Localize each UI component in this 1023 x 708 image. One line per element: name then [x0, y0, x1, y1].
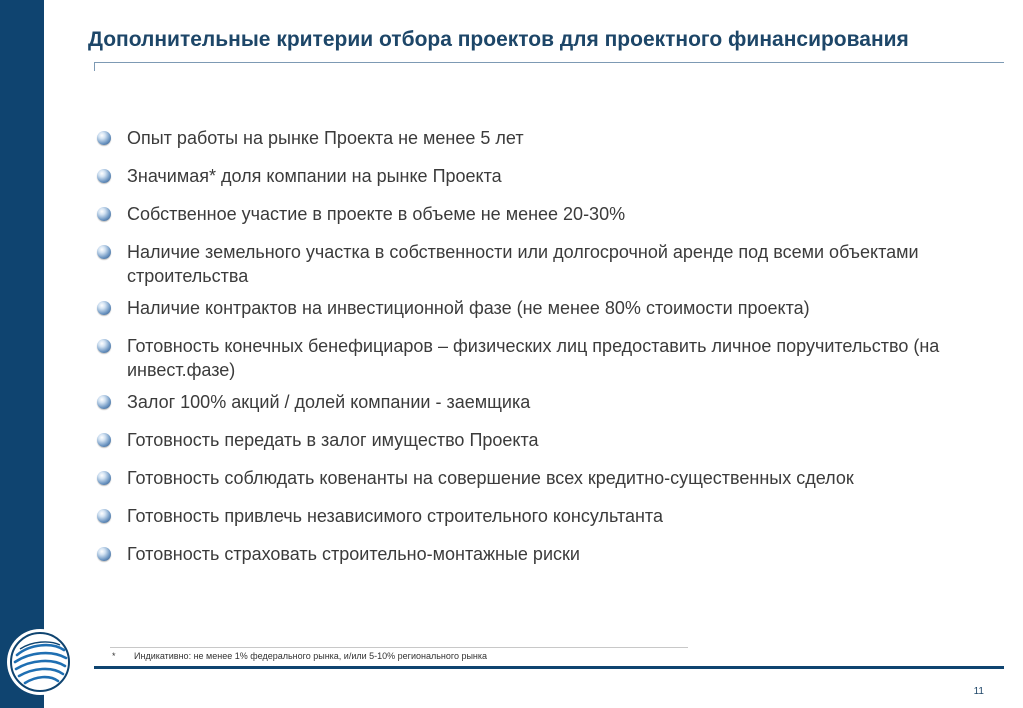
list-item — [96, 202, 996, 226]
criterion-text: Наличие земельного участка в собственности или долгосрочной аренде под всеми объектами строительства — [127, 242, 919, 286]
sphere-bullet-icon — [97, 547, 111, 561]
criterion-text: Залог 100% акций / долей компании - заемщика — [127, 392, 531, 412]
sphere-bullet-icon — [97, 433, 111, 447]
list-item — [96, 296, 996, 320]
criterion-text: Готовность страховать строительно-монтажные риски — [127, 544, 580, 564]
sphere-bullet-icon — [97, 169, 111, 183]
list-item — [96, 504, 996, 528]
list-item — [96, 542, 996, 566]
criterion-text: Наличие контрактов на инвестиционной фазе (не менее 80% стоимости проекта) — [127, 298, 810, 318]
criterion-text: Готовность конечных бенефициаров – физических лиц предоставить личное поручительство (на инвест.фазе) — [127, 336, 940, 380]
criterion-text: Готовность соблюдать ковенанты на совершение всех кредитно-существенных сделок — [127, 468, 854, 488]
footnote-divider — [110, 647, 688, 648]
brand-sidebar — [0, 0, 44, 708]
criterion-text: Значимая* доля компании на рынке Проекта — [127, 166, 502, 186]
criterion-text: Готовность привлечь независимого строительного консультанта — [127, 506, 663, 526]
page-number: 11 — [973, 686, 984, 697]
criteria-list — [96, 126, 996, 580]
sphere-bullet-icon — [97, 339, 111, 353]
sphere-bullet-icon — [97, 471, 111, 485]
footer-divider — [94, 666, 1004, 669]
list-item — [96, 126, 996, 150]
footnote-text: Индикативно: не менее 1% федерального рынка, и/или 5-10% регионального рынка — [134, 651, 488, 661]
sphere-bullet-icon — [97, 395, 111, 409]
list-item — [96, 428, 996, 452]
list-item — [96, 240, 996, 288]
criterion-text: Опыт работы на рынке Проекта не менее 5 лет — [127, 128, 524, 148]
criterion-text: Собственное участие в проекте в объеме не менее 20-30% — [127, 204, 626, 224]
sphere-bullet-icon — [97, 131, 111, 145]
sphere-bullet-icon — [97, 245, 111, 259]
footnote-marker: * — [112, 651, 116, 661]
sphere-bullet-icon — [97, 207, 111, 221]
title-divider — [94, 62, 1004, 63]
globe-logo-icon — [6, 628, 74, 696]
sphere-bullet-icon — [97, 301, 111, 315]
title-divider-tick — [94, 62, 95, 71]
slide-title: Дополнительные критерии отбора проектов для проектного финансирования — [88, 28, 909, 51]
list-item — [96, 164, 996, 188]
list-item — [96, 390, 996, 414]
sphere-bullet-icon — [97, 509, 111, 523]
criterion-text: Готовность передать в залог имущество Проекта — [127, 430, 539, 450]
list-item — [96, 466, 996, 490]
list-item — [96, 334, 996, 382]
